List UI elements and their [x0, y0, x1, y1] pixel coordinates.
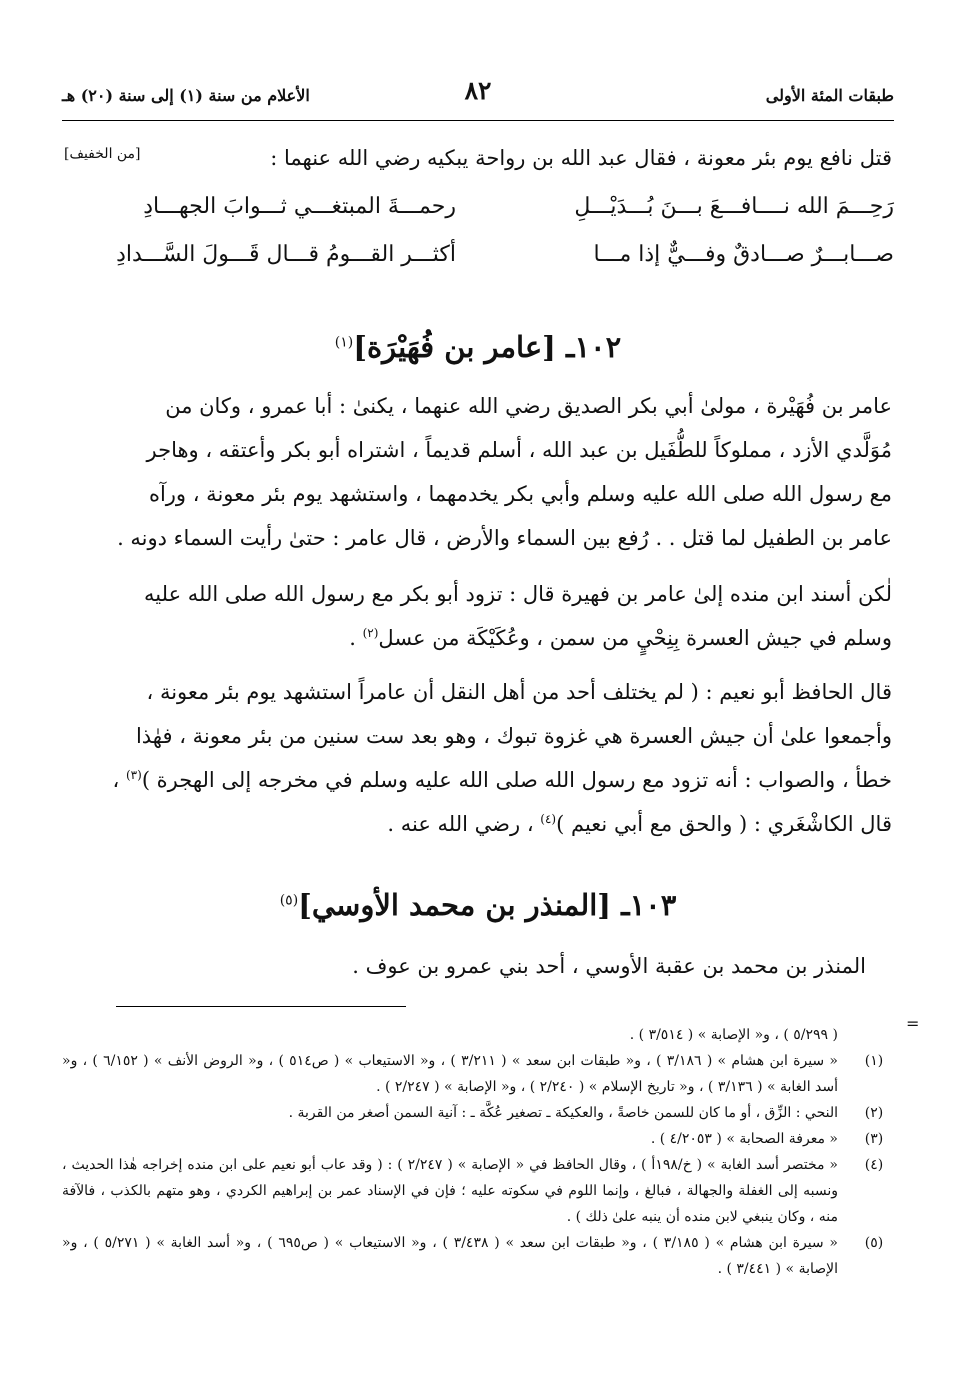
page-number: ٨٢ [464, 76, 492, 105]
section-title: الأعلام من سنة (١) إلى سنة (٢٠) هـ [62, 86, 310, 105]
footnote-2 [62, 1100, 894, 1126]
entry-102-para-3-line-3 [64, 758, 892, 802]
footnotes [62, 1022, 894, 1282]
entry-103-para-1: المنذر بن محمد بن عقبة الأوسي ، أحد بني عمرو بن عوف . [352, 954, 866, 978]
footnote-5 [62, 1230, 894, 1282]
entry-102-para-2-line-1: لٰكن أسند ابن منده إلىٰ عامر بن فهيرة قال : تزود أبو بكر مع رسول الله صلى الله عليه [144, 582, 892, 606]
footnote-ref-2: (٢) [362, 626, 379, 640]
entry-102-para-3-line-2: وأجمعوا علىٰ أن جيش العسرة هي غزوة تبوك ، وهو بعد ست سنين من بئر معونة ، فهٰذا [135, 724, 892, 748]
entry-102-para-2-line-2 [64, 616, 892, 660]
footnote-continuation-marker: = [906, 1014, 920, 1033]
entry-102-para-2-line-2-text: وسلم في جيش العسرة بِنِحْيٍ من سمن ، وعُكَيْكَة من عسل [378, 626, 892, 650]
intro-text: قتل نافع يوم بئر معونة ، فقال عبد الله بن رواحة يبكيه رضي الله عنهما : [270, 146, 892, 170]
entry-102-para-3-line-4-text: قال الكاشْغَري : ( والحق مع أبي نعيم ) [556, 812, 892, 836]
verse-1-first-hemistich: رَحِـــمَ الله نــــافـــعَ بـــنَ بُـــدَيْـــلِ [574, 194, 894, 219]
footnote-5-number: (٥) [864, 1235, 884, 1251]
footnote-continuation [62, 1022, 894, 1048]
footnote-3 [62, 1126, 894, 1152]
entry-102-para-3-line-4 [64, 802, 892, 846]
footnote-5-text: « سيرة ابن هشام » ( ٣/١٨٥ ) ، و« طبقات ابن سعد » ( ٣/٤٣٨ ) ، و« الاستيعاب » ( ص٦٩٥ ) ، و« أسد الغابة » ( ٥/٢٧١ ) ، و« الإصابة » ( ٣/٤٤١ ) . [62, 1235, 838, 1277]
entry-103-title [0, 888, 956, 922]
entry-102-para-3-line-1: قال الحافظ أبو نعيم : ( لم يختلف أحد من أهل النقل أن عامراً استشهد يوم بئر معونة ، [146, 680, 892, 704]
meter-note: [من الخفيف] [64, 146, 141, 162]
entry-102-para-3-line-3-text: خطأ ، والصواب : أنه تزود مع رسول الله صلى الله عليه وسلم في مخرجه إلى الهجرة ) [141, 768, 892, 792]
footnote-2-text: النحي : الزِّق ، أو ما كان للسمن خاصةً ، والعكيكة ـ تصغير عُكَّة ـ : آنية السمن أصغر من القربة . [288, 1105, 838, 1121]
footnote-1-number: (١) [864, 1053, 884, 1069]
book-title: طبقات المئة الأولى [765, 86, 894, 105]
footnote-ref-3: (٣) [125, 768, 142, 782]
verse-2-first-hemistich: صـــابـــرٌ صـــادقٌ وفـــيٌّ إذا مـــا [593, 242, 894, 267]
footnote-4 [62, 1152, 894, 1230]
footnote-4-number: (٤) [864, 1157, 884, 1173]
running-header [62, 76, 894, 110]
footnote-divider [116, 1006, 406, 1007]
footnote-1 [62, 1048, 894, 1100]
entry-102-title-text: ١٠٢ـ [عامر بن فُهَيْرَة] [353, 330, 622, 364]
entry-102-para-3-line-4-end: ، رضي الله عنه . [387, 812, 541, 836]
header-divider [62, 120, 894, 121]
verse-1-second-hemistich: رحمـــةَ المبتغـــي ثـــوابَ الجهـــادِ [143, 194, 456, 219]
verse-2-second-hemistich: أكثـــر القـــومُ قـــال قَـــولَ السَّـــدادِ [116, 242, 456, 267]
footnote-3-number: (٣) [864, 1131, 884, 1147]
footnote-3-text: « معرفة الصحابة » ( ٤/٢٠٥٣ ) . [650, 1131, 838, 1147]
entry-102-title [0, 330, 956, 364]
entry-102-title-ref: (١) [334, 334, 354, 351]
entry-103-title-text: ١٠٣ـ [المنذر بن محمد الأوسي] [298, 888, 677, 922]
entry-102-para-1-line-2: مُوَلَّدي الأزد ، مملوكاً للطُّفَيل بن عبد الله ، أسلم قديماً ، اشتراه أبو بكر وأعتقه ، وهاجر [146, 438, 892, 462]
footnote-ref-4: (٤) [540, 812, 557, 826]
entry-102-para-1-line-3: مع رسول الله صلى الله عليه وسلم وأبي بكر يخدمهما ، واستشهد يوم بئر معونة ، ورآه [148, 482, 892, 506]
footnote-1-text: « سيرة ابن هشام » ( ٣/١٨٦ ) ، و« طبقات ابن سعد » ( ٣/٢١١ ) ، و« الاستيعاب » ( ص٥١٤ ) ، و« الروض الأنف » ( ٦/١٥٢ ) ، و« أسد الغابة » ( ٣/١٣٦ ) ، و« تاريخ الإسلام » ( ٢/٢٤٠ ) ، و« الإصابة » ( ٢/٢٤٧ ) . [62, 1053, 838, 1095]
entry-103-title-ref: (٥) [279, 892, 299, 909]
footnote-continuation-text: ( ٥/٢٩٩ ) ، و« الإصابة » ( ٣/٥١٤ ) . [629, 1027, 838, 1043]
entry-102-para-3-line-3-end: ، [112, 768, 126, 792]
footnote-2-number: (٢) [864, 1105, 884, 1121]
footnote-4-text: « مختصر أسد الغابة » ( خ/١٩٨أ ) ، وقال الحافظ في « الإصابة » ( ٢/٢٤٧ ) : ( وقد عاب أبو نعيم على ابن منده إخراجه هٰذا الحديث ، ونسبه إلى الغفلة والجهالة ، فبالغ ، وإنما اللوم في سكوته عليه ؛ فإن في الإسناد عمر بن إبراهيم الكردي ، وهو متهم بالكذب ، فالآفة منه ، وكان ينبغي لابن منده أن ينبه علىٰ ذلك ) . [62, 1157, 838, 1225]
entry-102-para-2-end: . [349, 626, 363, 650]
entry-102-para-1-line-4: عامر بن الطفيل لما قتل . . رُفع بين السماء والأرض ، قال عامر : حتىٰ رأيت السماء دونه . [117, 526, 892, 550]
entry-102-para-1-line-1: عامر بن فُهَيْرة ، مولىٰ أبي بكر الصديق رضي الله عنهما ، يكنىٰ : أبا عمرو ، وكان من [165, 394, 892, 418]
